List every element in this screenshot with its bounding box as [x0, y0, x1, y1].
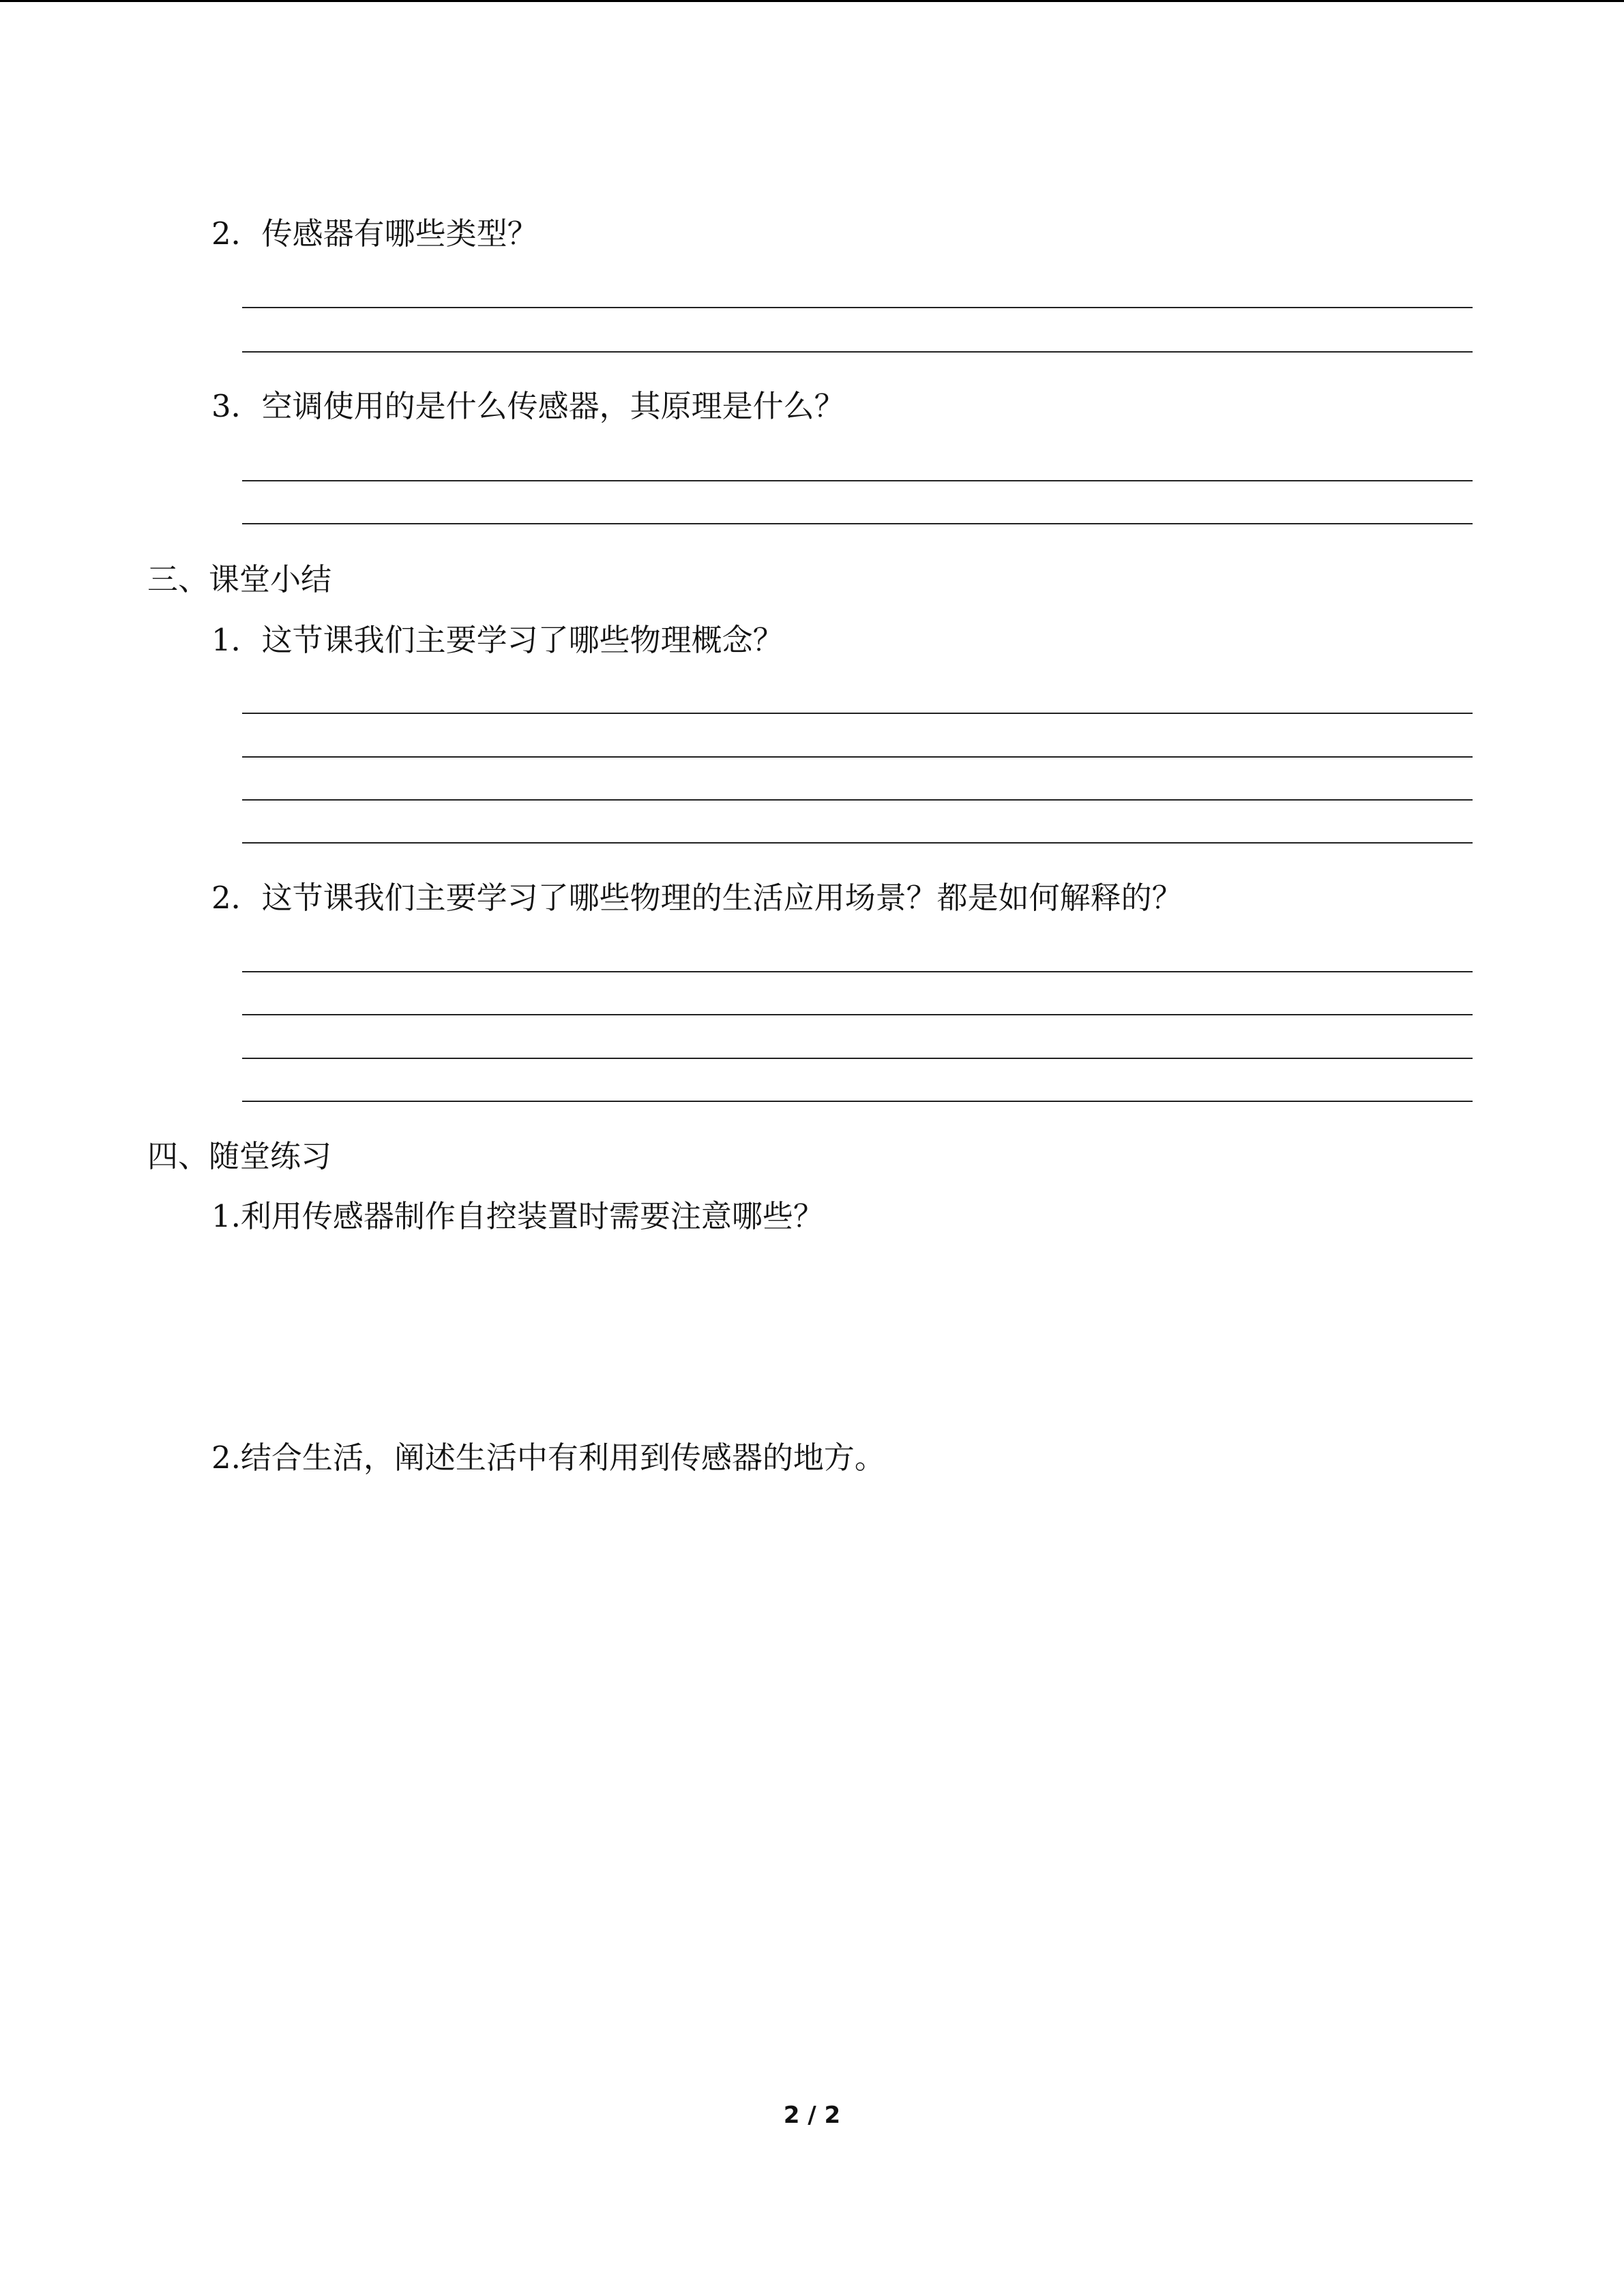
section-title-summary: 三、课堂小结	[147, 561, 332, 597]
answer-line	[242, 1101, 1473, 1102]
page-number: 2 / 2	[783, 2102, 841, 2129]
answer-line	[242, 713, 1473, 714]
practice-question-2: 2.结合生活，阐述生活中有利用到传感器的地方。	[211, 1440, 885, 1476]
practice-question-1: 1.利用传感器制作自控装置时需要注意哪些？	[211, 1198, 824, 1234]
answer-line	[242, 523, 1473, 524]
answer-line	[242, 307, 1473, 308]
answer-line	[242, 971, 1473, 972]
page-top-border	[0, 0, 1624, 2]
question-3-aircon: 3．空调使用的是什么传感器，其原理是什么？	[211, 388, 845, 424]
answer-line	[242, 799, 1473, 801]
answer-line	[242, 756, 1473, 758]
section-title-practice: 四、随堂练习	[147, 1138, 332, 1174]
answer-line	[242, 351, 1473, 353]
answer-line	[242, 1058, 1473, 1059]
answer-line	[242, 480, 1473, 481]
summary-question-2: 2．这节课我们主要学习了哪些物理的生活应用场景？都是如何解释的？	[211, 880, 1183, 916]
answer-line	[242, 1014, 1473, 1015]
question-2-types: 2．传感器有哪些类型？	[211, 215, 538, 252]
answer-line	[242, 842, 1473, 844]
summary-question-1: 1．这节课我们主要学习了哪些物理概念？	[211, 622, 784, 658]
